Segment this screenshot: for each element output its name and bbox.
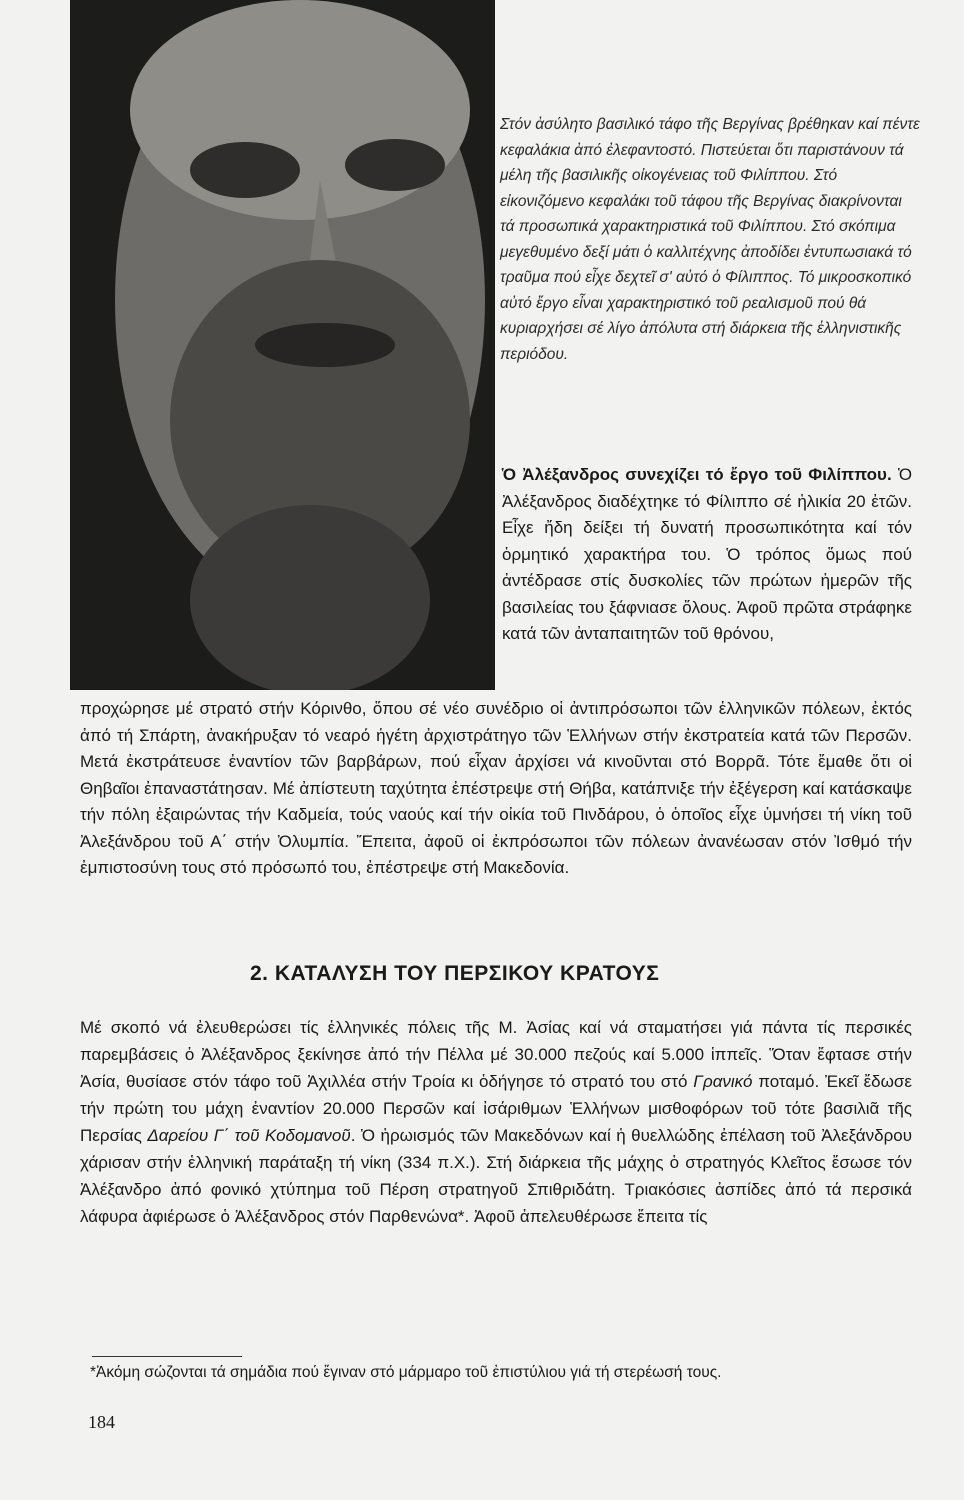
section-text-part-2: ποταμό. Ἐκεῖ ἔδωσε τήν πρώτη του μάχη ἐναντίον 20.000 Περσῶν καί ἰσάριθμων Ἑλλήνων μισθοφόρων τοῦ τότε βασιλιᾶ τῆς Περσίας — [80, 1072, 912, 1145]
subheading: Ὁ Ἀλέξανδρος συνεχίζει τό ἔργο τοῦ Φιλίππου. — [502, 465, 892, 484]
footnote: *Ἀκόμη σώζονται τά σημάδια πού ἔγιναν στό μάρμαρο τοῦ ἐπιστύλιου γιά τή στερέωσή τους. — [90, 1364, 722, 1381]
footnote-rule — [92, 1356, 242, 1357]
photo-caption: Στόν ἀσύλητο βασιλικό τάφο τῆς Βεργίνας βρέθηκαν καί πέντε κεφαλάκια ἀπό ἐλεφαντοστό. Πιστεύεται ὅτι παριστάνουν τά μέλη τῆς βασιλικῆς οἰκογένειας τοῦ Φιλίππου. Στό εἰκονιζόμενο κεφαλάκι τοῦ τάφου τῆς Βεργίνας διακρίνονται τά προσωπικά χαρακτηριστικά τοῦ Φιλίππου. Στό σκόπιμα μεγεθυμένο δεξί μάτι ὁ καλλιτέχνης ἀποδίδει ἐντυπωσιακά τό τραῦμα πού εἶχε δεχτεῖ σ' αὐτό ὁ Φίλιππος. Τό μικροσκοπικό αὐτό ἔργο εἶναι χαρακτηριστικό τοῦ ρεαλισμοῦ πού θά κυριαρχήσει σέ λίγο ἀπόλυτα στή διάρκεια τῆς ἑλληνιστικῆς περιόδου. — [500, 116, 920, 363]
page-number: 184 — [88, 1412, 115, 1432]
section-paragraph — [80, 1014, 912, 1230]
darius-name: Δαρείου Γ΄ τοῦ Κοδομανοῦ — [147, 1126, 351, 1145]
granikos-river-name: Γρανικό — [693, 1072, 753, 1091]
section-text-part-3: . Ὁ ἡρωισμός τῶν Μακεδόνων καί ἡ θυελλώδης ἐπέλαση τοῦ Ἀλεξάνδρου χάρισαν στήν ἑλληνική παράταξη τή νίκη (334 π.Χ.). Στή διάρκεια τῆς μάχης ὁ στρατηγός Κλεῖτος ἔσωσε τόν Ἀλέξανδρο ἀπό φονικό χτύπημα τοῦ Πέρση στρατηγοῦ Σπιθριδάτη. Τριακόσιες ἀσπίδες ἀπό τά περσικά λάφυρα ἀφιέρωσε ὁ Ἀλέξανδρος στόν Παρθενώνα*. Ἀφοῦ ἀπελευθέρωσε ἔπειτα τίς — [80, 1126, 912, 1226]
main-paragraph: προχώρησε μέ στρατό στήν Κόρινθο, ὅπου σέ νέο συνέδριο οἱ ἀντιπρόσωποι τῶν ἑλληνικῶν πόλεων, ἐκτός ἀπό τή Σπάρτη, ἀνακήρυξαν τό νεαρό ἡγέτη ἀρχιστράτηγο τῶν Ἑλλήνων στήν ἐκστρατεία κατά τῶν Περσῶν. Μετά ἐκστράτευσε ἐναντίον τῶν βαρβάρων, πού εἶχαν ἀρχίσει νά κινοῦνται στό Βορρᾶ. Τότε ἔμαθε ὅτι οἱ Θηβαῖοι ἐπαναστάτησαν. Μέ ἀπίστευτη ταχύτητα ἐπέστρεψε στή Θήβα, κατάπνιξε τήν ἐξέγερση καί κατάσκαψε τήν πόλη ἐξαιρώντας τήν Καδμεία, τούς ναούς καί τήν οἰκία τοῦ Πινδάρου, ὁ ὁποῖος εἶχε ὑμνήσει τή νίκη τοῦ Ἀλεξάνδρου τοῦ Α΄ στήν Ὀλυμπία. Ἔπειτα, ἀφοῦ οἱ ἐκπρόσωποι τῶν πόλεων ἀνανέωσαν στόν Ἰσθμό τήν ἐμπιστοσύνη τους στό πρόσωπό του, ἐπέστρεψε στή Μακεδονία. — [80, 699, 912, 877]
section-title: 2. ΚΑΤΑΛΥΣΗ ΤΟΥ ΠΕΡΣΙΚΟΥ ΚΡΑΤΟΥΣ — [250, 962, 660, 985]
portrait-head-illustration — [70, 0, 495, 690]
section-text-part-1: Μέ σκοπό νά ἐλευθερώσει τίς ἑλληνικές πόλεις τῆς Μ. Ἀσίας καί νά σταματήσει γιά πάντα τίς περσικές παρεμβάσεις ὁ Ἀλέξανδρος ξεκίνησε ἀπό τήν Πέλλα μέ 30.000 πεζούς καί 5.000 ἱππεῖς. Ὅταν ἔφτασε στήν Ἀσία, θυσίασε στόν τάφο τοῦ Ἀχιλλέα στήν Τροία κι ὁδήγησε τό στρατό του στό — [80, 1018, 912, 1091]
side-paragraph-text: Ὁ Ἀλέξανδρος διαδέχτηκε τό Φίλιππο σέ ἡλικία 20 ἐτῶν. Εἶχε ἤδη δείξει τή δυνατή προσωπικότητα καί τόν ὁρμητικό χαρακτήρα του. Ὁ τρόπος ὅμως πού ἀντέδρασε στίς δυσκολίες τῶν πρώτων ἡμερῶν τῆς βασιλείας του ξάφνιασε ὅλους. Ἀφοῦ πρῶτα στράφηκε κατά τῶν ἀνταπαιτητῶν τοῦ θρόνου, — [502, 465, 912, 643]
portrait-photo — [70, 0, 495, 690]
side-paragraph — [502, 462, 912, 648]
